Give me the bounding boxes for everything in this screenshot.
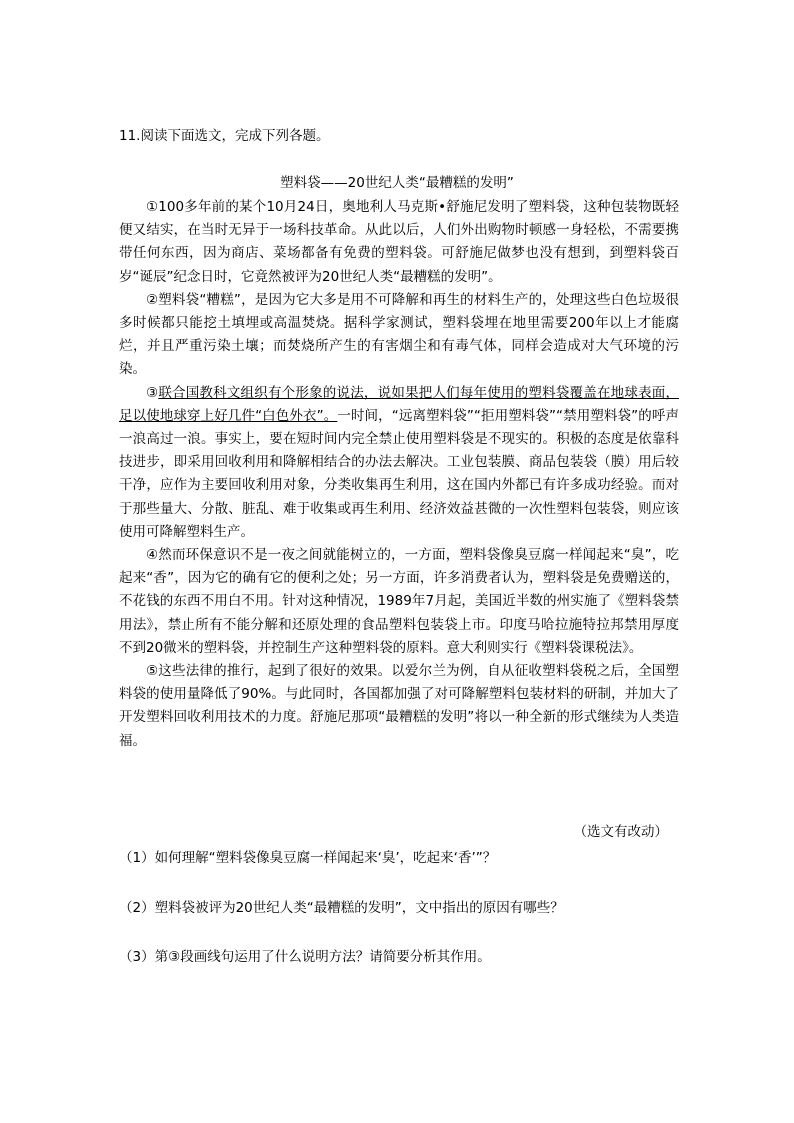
paragraph-3-number: ③: [146, 384, 159, 401]
article-title: 塑料袋——20世纪人类“最糟糕的发明”: [280, 175, 514, 191]
sub-question-3: （3）第③段画线句运用了什么说明方法？请简要分析其作用。: [119, 949, 491, 965]
paragraph-1: ①100多年前的某个10月24日，奥地利人马克斯•舒施尼发明了塑料袋，这种包装物既轻便又结实，在当时无异于一场科技革命。从此以后，人们外出购物时顿感一身轻松，不需要携带任何东西，因为商店、菜场都备有免费的塑料袋。可舒施尼做梦也没有想到，到塑料袋百岁“诞辰”纪念日时，它竟然被评为20世纪人类“最糟糕的发明”。: [119, 199, 679, 285]
question-heading: 11.阅读下面选文，完成下列各题。: [119, 128, 330, 144]
source-note: （选文有改动）: [573, 824, 668, 840]
paragraph-4: ④然而环保意识不是一夜之间就能树立的，一方面，塑料袋像臭豆腐一样闻起来“臭”，吃起来“香”，因为它的确有它的便利之处；另一方面，许多消费者认为，塑料袋是免费赠送的，不花钱的东西不用白不用。针对这种情况，1989年7月起，美国近半数的州实施了《塑料袋禁用法》，禁止所有不能分解和还原处理的食品塑料包装袋上市。印度马哈拉施特拉邦禁用厚度不到20微米的塑料袋，并控制生产这种塑料袋的原料。意大利则实行《塑料袋课税法》。: [119, 547, 679, 656]
article-body: [119, 196, 679, 753]
underlined-sentence: 联合国教科文组织有个形象的说法，说如果把人们每年使用的塑料袋覆盖在地球表面，足以使地球穿上好几件“白色外衣”。: [119, 384, 679, 424]
sub-question-1: （1）如何理解“塑料袋像臭豆腐一样闻起来‘臭’，吃起来‘香’”？: [119, 850, 497, 866]
paragraph-3-rest: 一时间，“远离塑料袋”“拒用塑料袋”“禁用塑料袋”的呼声一浪高过一浪。事实上，要在短时间内完全禁止使用塑料袋是不现实的。积极的态度是依靠科技进步，即采用回收利用和降解相结合的办法去解决。工业包装膜、商品包装袋（膜）用后较干净，应作为主要回收利用对象，分类收集再生利用，这在国内外都已有许多成功经验。而对于那些量大、分散、脏乱、难于收集或再生利用、经济效益甚微的一次性塑料包装袋，则应该使用可降解塑料生产。: [119, 407, 679, 540]
paragraph-3: [119, 382, 679, 544]
paragraph-5: ⑤这些法律的推行，起到了很好的效果。以爱尔兰为例，自从征收塑料袋税之后，全国塑料袋的使用量降低了90%。与此同时，各国都加强了对可降解塑料包装材料的研制，并加大了开发塑料回收利用技术的力度。舒施尼那项“最糟糕的发明”将以一种全新的形式继续为人类造福。: [119, 663, 679, 749]
sub-question-2: （2）塑料袋被评为20世纪人类“最糟糕的发明”，文中指出的原因有哪些？: [119, 900, 564, 916]
paragraph-2: ②塑料袋“糟糕”，是因为它大多是用不可降解和再生的材料生产的，处理这些白色垃圾很多时候都只能挖土填埋或高温焚烧。据科学家测试，塑料袋埋在地里需要200年以上才能腐烂，并且严重污染土壤；而焚烧所产生的有害烟尘和有毒气体，同样会造成对大气环境的污染。: [119, 291, 679, 378]
